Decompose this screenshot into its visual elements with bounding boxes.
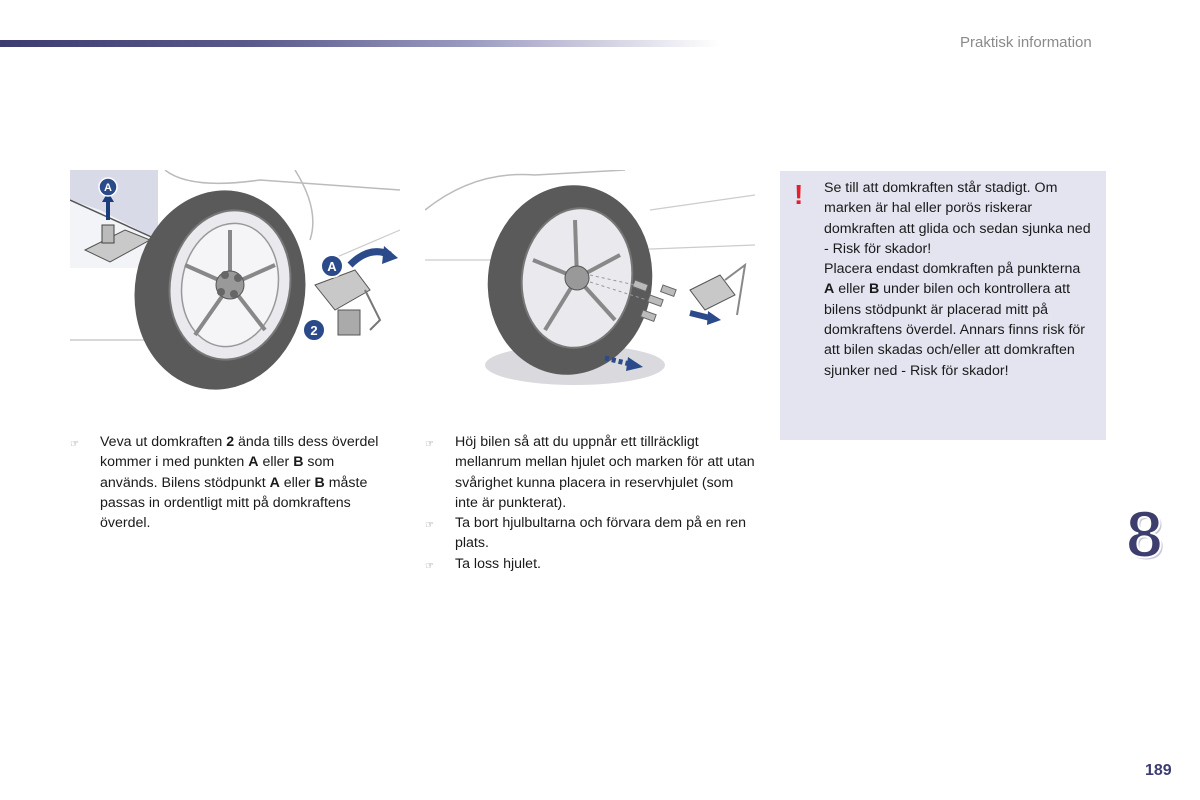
chapter-number: 8 xyxy=(1126,497,1163,571)
header-gradient-bar xyxy=(0,40,720,47)
list-item: ☞ Ta bort hjulbultarna och förvara dem på en ren plats. xyxy=(425,515,747,552)
instruction-column-2 xyxy=(425,432,755,574)
warning-text: Se till att domkraften står stadigt. Om marken är hal eller porös riskerar domkraften att glida och sedan sjunka ned - Risk för skador! Placera endast domkraften på punkterna A eller B under bilen och kontrollera att bilens stödpunkt är placerad mitt på domkraftens överdel. Annars finns risk för att bilen skadas och/eller att domkraften sjunker ned - Risk för skador! xyxy=(824,180,1091,379)
svg-text:2: 2 xyxy=(310,323,318,338)
hand-pointer-icon: ☞ xyxy=(70,439,79,450)
instruction-column-1 xyxy=(70,432,390,533)
hand-pointer-icon: ☞ xyxy=(425,439,434,450)
warning-box xyxy=(780,171,1106,440)
section-title: Praktisk information xyxy=(960,34,1092,51)
hand-pointer-icon: ☞ xyxy=(425,560,434,572)
exclamation-icon: ! xyxy=(794,179,804,210)
wheel-removal-illustration xyxy=(425,170,755,400)
list-item: ☞ Veva ut domkraften 2 ända tills dess överdel kommer i med punkten A eller B som används. Bilens stödpunkt A eller B måste passas in ordentligt mitt på domkraftens överdel. xyxy=(70,434,379,532)
list-item: ☞ Ta loss hjulet. xyxy=(425,554,755,574)
svg-text:A: A xyxy=(104,182,112,194)
jack-illustration xyxy=(70,170,400,400)
svg-text:A: A xyxy=(327,259,337,274)
list-item: ☞ Höj bilen så att du uppnår ett tillräckligt mellanrum mellan hjulet och marken för att utan svårighet kunna placera in reservhjulet (som inte är punkterat). xyxy=(425,434,755,511)
hand-pointer-icon: ☞ xyxy=(425,520,434,532)
page-number: 189 xyxy=(1145,762,1172,779)
